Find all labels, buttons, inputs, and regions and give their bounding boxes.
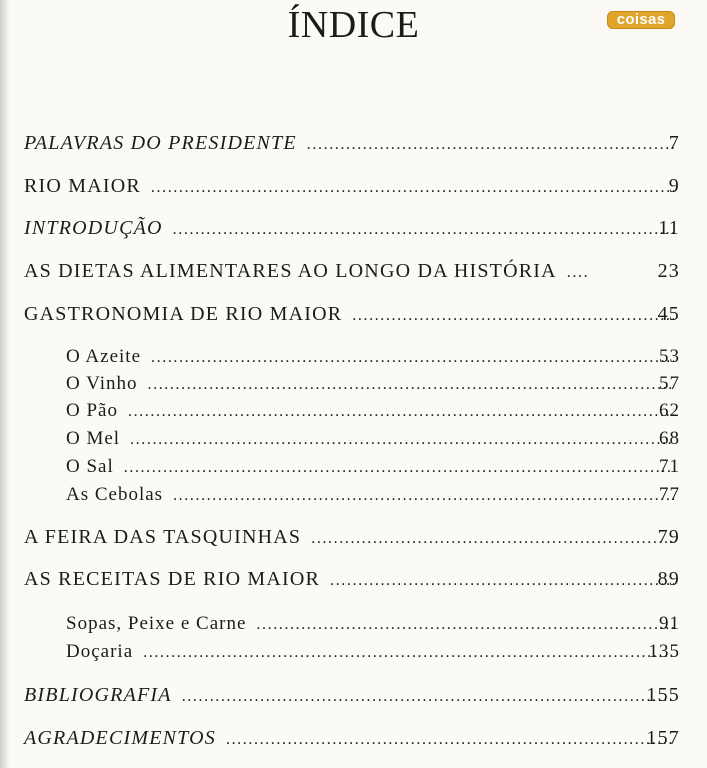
toc-entry-as-cebolas[interactable] bbox=[66, 484, 680, 506]
toc-entry-label: O Azeite bbox=[66, 346, 142, 367]
toc-entry-o-mel[interactable] bbox=[66, 428, 680, 450]
toc-entry-bibliografia[interactable] bbox=[24, 684, 680, 707]
toc-page-number: 11 bbox=[658, 217, 680, 239]
toc-entry-label: RIO MAIOR bbox=[24, 175, 141, 197]
toc-page-number: 9 bbox=[668, 175, 680, 197]
toc-entry-o-sal[interactable] bbox=[66, 456, 680, 478]
toc-page-number: 77 bbox=[659, 484, 680, 505]
toc-entry-gastronomia-de-rio-maior[interactable] bbox=[24, 303, 680, 326]
toc-page-number: 45 bbox=[657, 303, 680, 325]
toc-entry-introducao[interactable] bbox=[24, 217, 680, 240]
toc-leader-dots bbox=[143, 644, 674, 662]
toc-entry-label: O Vinho bbox=[66, 373, 138, 394]
toc-leader-dots bbox=[330, 572, 674, 590]
toc-page-number: 57 bbox=[659, 373, 680, 394]
toc-entry-label: AS RECEITAS DE RIO MAIOR bbox=[24, 568, 321, 590]
toc-leader-dots bbox=[173, 487, 674, 505]
toc-page-number: 62 bbox=[659, 400, 680, 421]
toc-entry-rio-maior[interactable] bbox=[24, 175, 680, 198]
toc-leader-dots bbox=[567, 264, 587, 282]
page-edge-shadow bbox=[0, 0, 10, 768]
toc-entry-label: O Pão bbox=[66, 400, 118, 421]
toc-page-number: 7 bbox=[668, 132, 680, 154]
toc-leader-dots bbox=[151, 349, 674, 367]
toc-entry-label: INTRODUÇÃO bbox=[24, 217, 163, 239]
toc-page-number: 79 bbox=[657, 526, 680, 548]
toc-entry-label: AGRADECIMENTOS bbox=[24, 727, 216, 749]
toc-leader-dots bbox=[124, 459, 674, 477]
toc-leader-dots bbox=[148, 376, 675, 394]
coisas-logo: coisas bbox=[607, 11, 675, 29]
toc-entry-label: Doçaria bbox=[66, 641, 134, 662]
toc-entry-label: PALAVRAS DO PRESIDENTE bbox=[24, 132, 297, 154]
toc-leader-dots bbox=[352, 307, 674, 325]
toc-leader-dots bbox=[226, 731, 674, 749]
toc-leader-dots bbox=[151, 179, 674, 197]
toc-entry-o-vinho[interactable] bbox=[66, 373, 680, 395]
toc-entry-o-pao[interactable] bbox=[66, 400, 680, 422]
toc-entry-as-receitas-de-rio-maior[interactable] bbox=[24, 568, 680, 591]
toc-entry-a-feira-das-tasquinhas[interactable] bbox=[24, 526, 680, 549]
toc-page-number: 157 bbox=[646, 727, 680, 749]
toc-entry-o-azeite[interactable] bbox=[66, 346, 680, 368]
toc-page-number: 155 bbox=[646, 684, 680, 706]
toc-entry-label: Sopas, Peixe e Carne bbox=[66, 613, 247, 634]
toc-entry-as-dietas-alimentares[interactable] bbox=[24, 260, 680, 283]
toc-leader-dots bbox=[307, 136, 674, 154]
toc-leader-dots bbox=[182, 688, 674, 706]
toc-entry-label: AS DIETAS ALIMENTARES AO LONGO DA HISTÓRIA bbox=[24, 260, 557, 282]
toc-leader-dots bbox=[173, 221, 674, 239]
toc-page-number: 23 bbox=[657, 260, 680, 282]
toc-page-number: 89 bbox=[657, 568, 680, 590]
toc-entry-label: GASTRONOMIA DE RIO MAIOR bbox=[24, 303, 343, 325]
toc-entry-palavras-do-presidente[interactable] bbox=[24, 132, 680, 155]
page-title: ÍNDICE bbox=[287, 4, 420, 46]
toc-entry-label: O Mel bbox=[66, 428, 121, 449]
toc-leader-dots bbox=[256, 616, 674, 634]
toc-entry-label: A FEIRA DAS TASQUINHAS bbox=[24, 526, 302, 548]
toc-entry-agradecimentos[interactable] bbox=[24, 727, 680, 750]
toc-entry-label: As Cebolas bbox=[66, 484, 164, 505]
toc-leader-dots bbox=[130, 431, 674, 449]
toc-entry-docaria[interactable] bbox=[66, 641, 680, 663]
toc-page-number: 68 bbox=[659, 428, 680, 449]
toc-entry-label: BIBLIOGRAFIA bbox=[24, 684, 172, 706]
toc-page-number: 71 bbox=[659, 456, 680, 477]
toc-leader-dots bbox=[311, 530, 674, 548]
toc-leader-dots bbox=[128, 403, 674, 421]
toc-page-number: 53 bbox=[659, 346, 680, 367]
toc-page-number: 135 bbox=[648, 641, 680, 662]
toc-page-number: 91 bbox=[659, 613, 680, 634]
toc-entry-label: O Sal bbox=[66, 456, 114, 477]
toc-entry-sopas-peixe-e-carne[interactable] bbox=[66, 613, 680, 635]
